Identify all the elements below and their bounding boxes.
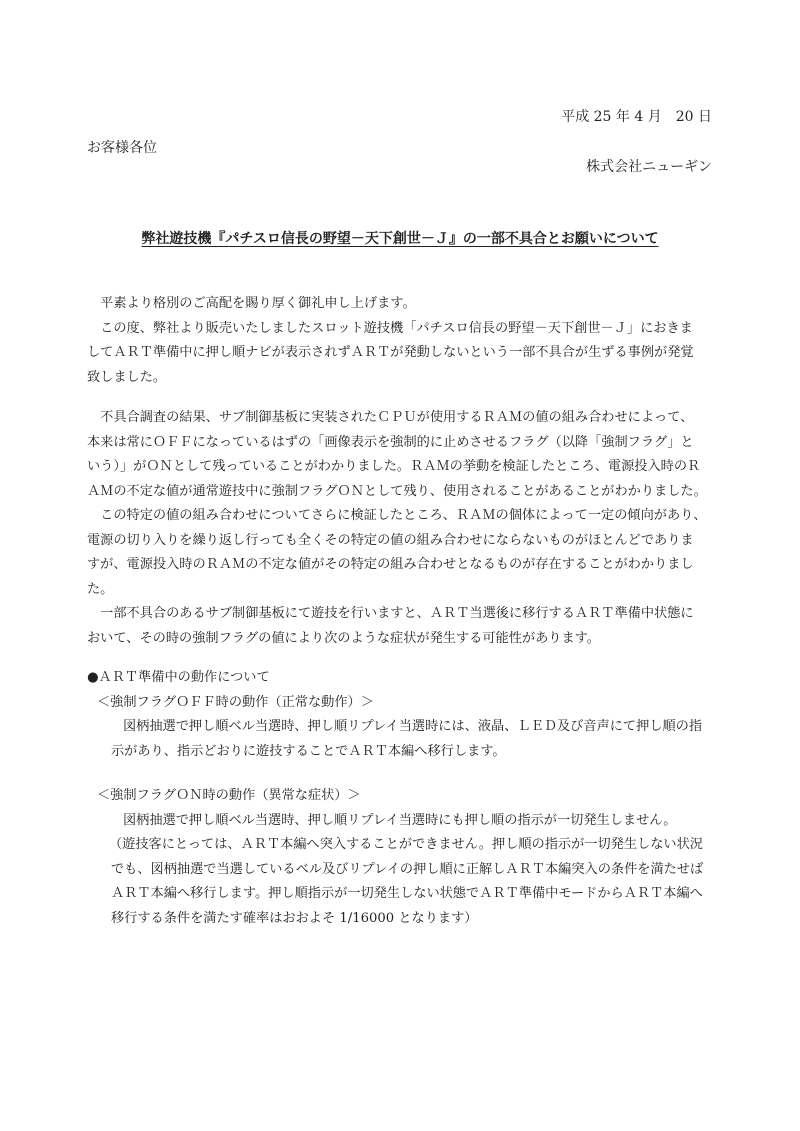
investigation-line: 不具合調査の結果、サブ制御基板に実装されたＣＰＵが使用するＲＡＭの値の組み合わせによって、 xyxy=(87,410,694,425)
intro-line: してＡＲＴ準備中に押し順ナビが表示されずＡＲＴが発動しないという一部不具合が生ずる事例が発覚 xyxy=(87,345,694,360)
section-heading: ●ＡＲＴ準備中の動作について xyxy=(87,670,270,685)
investigation-line: ＡＭの不定な値が通常遊技中に強制フラグＯＮとして残り、使用されることがあることがわかりました。 xyxy=(87,483,707,499)
abnormal-symptom-heading: ＜強制フラグＯＮ時の動作（異常な症状）＞ xyxy=(97,788,361,803)
investigation-line: た。 xyxy=(87,581,114,597)
investigation-line: おいて、その時の強制フラグの値により次のような症状が発生する可能性があります。 xyxy=(87,630,600,646)
investigation-line: 本来は常にＯＦＦになっているはずの「画像表示を強制的に止めさせるフラグ（以降「強制フラグ」と xyxy=(87,434,694,450)
document-date: 平成 25 年 4 月 20 日 xyxy=(561,109,712,125)
investigation-line: この特定の値の組み合わせについてさらに検証したところ、ＲＡＭの個体によって一定の傾向があり、 xyxy=(87,508,707,523)
normal-operation-heading: ＜強制フラグＯＦＦ時の動作（正常な動作）＞ xyxy=(97,694,374,710)
company-name: 株式会社ニューギン xyxy=(586,159,712,175)
abnormal-note-line: ＡＲＴ本編へ移行します。押し順指示が一切発生しない状態でＡＲＴ準備中モードからＡＲＴ本編へ xyxy=(111,886,703,901)
investigation-line: 一部不具合のあるサブ制御基板にて遊技を行いますと、ＡＲＴ当選後に移行するＡＲＴ準備中状態に xyxy=(87,606,694,621)
normal-operation-line: 図柄抽選で押し順ベル当選時、押し順リプレイ当選時には、液晶、ＬＥＤ及び音声にて押し順の指 xyxy=(123,719,703,734)
intro-paragraph xyxy=(87,292,717,390)
normal-operation-line: 示があり、指示どおりに遊技することでＡＲＴ本編へ移行します。 xyxy=(111,743,506,759)
investigation-line: 電源の切り入りを繰り返し行っても全くその特定の値の組み合わせにならないものがほとんどでありま xyxy=(87,532,694,548)
abnormal-note-line: でも、図柄抽選で当選しているベル及びリプレイの押し順に正解しＡＲＴ本編突入の条件を満たせば xyxy=(111,861,704,877)
abnormal-note-line: 移行する条件を満たす確率はおおよそ 1/16000 となります） xyxy=(111,910,478,926)
document-title xyxy=(0,228,800,248)
document-title-text: 弊社遊技機『パチスロ信長の野望－天下創世－Ｊ』の一部不具合とお願いについて xyxy=(141,231,659,247)
investigation-paragraph xyxy=(87,406,717,651)
abnormal-note-line: （遊技客にとっては、ＡＲＴ本編へ突入することができません。押し順の指示が一切発生しない状況 xyxy=(109,837,703,852)
abnormal-symptom-line: 図柄抽選で押し順ベル当選時、押し順リプレイ当選時にも押し順の指示が一切発生しません。 xyxy=(123,812,677,828)
art-section xyxy=(87,666,717,931)
intro-line: 平素より格別のご高配を賜り厚く御礼申し上げます。 xyxy=(87,296,416,311)
intro-line: 致しました。 xyxy=(87,369,167,385)
investigation-line: すが、電源投入時のＲＡＭの不定な値がその特定の組み合わせとなるものが存在することがわかりまし xyxy=(87,557,694,572)
intro-line: この度、弊社より販売いたしましたスロット遊技機「パチスロ信長の野望－天下創世－Ｊ」におきま xyxy=(87,320,693,336)
investigation-line: いう）」がＯＮとして残っていることがわかりました。ＲＡＭの挙動を検証したところ、電源投入時のＲ xyxy=(87,459,701,474)
addressee: お客様各位 xyxy=(87,140,157,156)
